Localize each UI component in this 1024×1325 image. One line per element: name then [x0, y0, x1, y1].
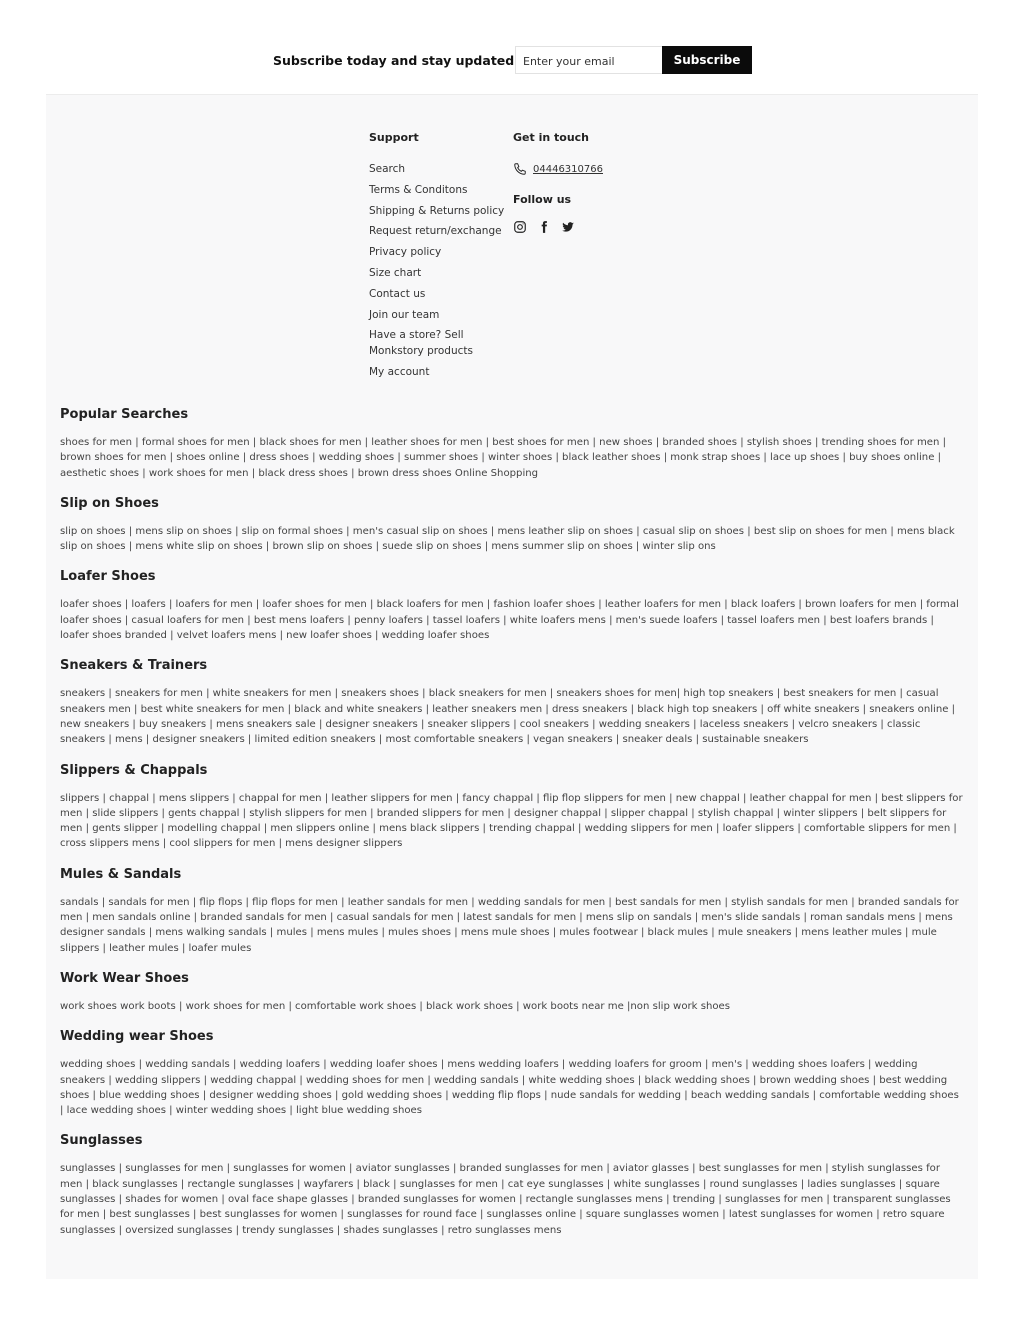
section-title: Slip on Shoes [60, 495, 159, 511]
section-title: Sunglasses [60, 1133, 143, 1149]
newsletter-bar [0, 46, 1024, 74]
facebook-icon[interactable] [537, 220, 551, 234]
support-title: Support [369, 131, 419, 144]
support-link-size-chart[interactable]: Size chart [369, 266, 422, 279]
section-links[interactable]: loafer shoes | loafers | loafers for men | loafer shoes for men | black loafers for men | fashion loafer shoes | leather loafers for men | black loafers | brown loafers for men | formal loafer shoes | casual loafers for men | best mens loafers | penny loafers | tassel loafers | white loafers mens | men's suede loafers | tassel loafers men | best loafers brands | loafer shoes branded | velvet loafers mens | new loafer shoes | wedding loafer shoes [60, 599, 959, 642]
phone-row [513, 162, 673, 176]
section-title: Loafer Shoes [60, 569, 156, 585]
contact-title: Get in touch [513, 131, 590, 144]
section-links[interactable]: slip on shoes | mens slip on shoes | slip on formal shoes | men's casual slip on shoes | mens leather slip on shoes | casual slip on shoes | best slip on shoes for men | mens black slip on shoes | mens white slip on shoes | brown slip on shoes | suede slip on shoes | mens summer slip on shoes | winter slip ons [60, 525, 955, 553]
social-links [513, 220, 673, 234]
support-link-privacy[interactable]: Privacy policy [369, 246, 442, 259]
support-link-search[interactable]: Search [369, 163, 406, 175]
section-title: Popular Searches [60, 407, 189, 422]
section-title: Mules & Sandals [60, 866, 182, 882]
support-link-contact[interactable]: Contact us [369, 287, 426, 300]
support-link-return[interactable]: Request return/exchange [369, 225, 502, 238]
popular-searches [60, 407, 965, 1253]
section-wedding-wear [60, 1029, 965, 1118]
support-column [369, 131, 509, 385]
section-links[interactable]: work shoes work boots | work shoes for men | comfortable work shoes | black work shoes | work boots near me |non slip work shoes [60, 1000, 730, 1012]
section-links[interactable]: wedding shoes | wedding sandals | wedding loafers | wedding loafer shoes | mens wedding loafers | wedding loafers for groom | men's | wedding shoes loafers | wedding sneakers | wedding slippers | wedding chappal | wedding shoes for men | wedding sandals | white wedding shoes | black wedding shoes | brown wedding shoes | best wedding shoes | blue wedding shoes | designer wedding shoes | gold wedding shoes | wedding flip flops | nude sandals for wedding | beach wedding sandals | comfortable wedding shoes | lace wedding shoes | winter wedding shoes | light blue wedding shoes [60, 1059, 959, 1117]
support-link-shipping[interactable]: Shipping & Returns policy [369, 204, 505, 217]
section-title: Sneakers & Trainers [60, 658, 208, 674]
section-title: Wedding wear Shoes [60, 1029, 214, 1045]
section-links[interactable]: sandals | sandals for men | flip flops | flip flops for men | leather sandals for men | wedding sandals for men | best sandals for men | stylish sandals for men | branded sandals for men | men sandals online | branded sandals for men | casual sandals for men | latest sandals for men | mens slip on sandals | men's slide sandals | roman sandals mens | mens designer sandals | mens walking sandals | mules | mens mules | mules shoes | mens mule shoes | mules footwear | black mules | mule sneakers | mens leather mules | mule slippers | leather mules | loafer mules [60, 896, 959, 954]
twitter-icon[interactable] [561, 220, 575, 234]
support-link-account[interactable]: My account [369, 365, 430, 378]
section-links[interactable]: shoes for men | formal shoes for men | black shoes for men | leather shoes for men | best shoes for men | new shoes | branded shoes | stylish shoes | trending shoes for men | brown shoes for men | shoes online | dress shoes | wedding shoes | summer shoes | winter shoes | black leather shoes | monk strap shoes | lace up shoes | buy shoes online | aesthetic shoes | work shoes for men | black dress shoes | brown dress shoes Online Shopping [60, 437, 946, 479]
support-link-join[interactable]: Join our team [369, 308, 440, 321]
section-work-wear [60, 971, 965, 1014]
support-links [369, 162, 509, 380]
section-loafer-shoes [60, 569, 965, 643]
footer [46, 94, 978, 1279]
section-title: Slippers & Chappals [60, 762, 208, 778]
support-link-terms[interactable]: Terms & Conditons [369, 183, 468, 196]
subscribe-label: Subscribe today and stay updated [273, 53, 515, 68]
section-slippers [60, 763, 965, 852]
follow-title: Follow us [513, 193, 572, 206]
contact-column [513, 131, 673, 234]
section-links[interactable]: sneakers | sneakers for men | white sneakers for men | sneakers shoes | black sneakers for men | sneakers shoes for men| high top sneakers | best sneakers for men | casual sneakers men | best white sneakers for men | black and white sneakers | leather sneakers men | dress sneakers | black high top sneakers | off white sneakers | sneakers online | new sneakers | buy sneakers | mens sneakers sale | designer sneakers | sneaker slippers | cool sneakers | wedding sneakers | laceless sneakers | velcro sneakers | classic sneakers | mens | designer sneakers | limited edition sneakers | most comfortable sneakers | vegan sneakers | sneaker deals | sustainable sneakers [60, 688, 956, 746]
phone-link[interactable]: 04446310766 [533, 163, 603, 175]
section-sneakers [60, 658, 965, 747]
subscribe-button[interactable]: Subscribe [662, 46, 752, 74]
section-title: Work Wear Shoes [60, 970, 189, 986]
email-input[interactable] [515, 46, 662, 74]
phone-icon [513, 162, 527, 176]
section-links[interactable]: slippers | chappal | mens slippers | chappal for men | leather slippers for men | fancy chappal | flip flop slippers for men | new chappal | leather chappal for men | best slippers for men | slide slippers | gents chappal | stylish slippers for men | branded slippers for men | designer chappal | slipper chappal | stylish chappal | winter slippers | belt slippers for men | gents slipper | modelling chappal | men slippers online | mens black slippers | trending chappal | wedding slippers for men | loafer slippers | comfortable slippers for men | cross slippers mens | cool slippers for men | mens designer slippers [60, 792, 963, 850]
section-sunglasses [60, 1133, 965, 1237]
section-popular-searches [60, 407, 965, 481]
support-link-sell[interactable]: Have a store? Sell Monkstory products [369, 329, 473, 357]
section-links[interactable]: sunglasses | sunglasses for men | sunglasses for women | aviator sunglasses | branded sunglasses for men | aviator glasses | best sunglasses for men | stylish sunglasses for men | black sunglasses | rectangle sunglasses | wayfarers | black | sunglasses for men | cat eye sunglasses | white sunglasses | round sunglasses | ladies sunglasses | square sunglasses | shades for women | oval face shape glasses | branded sunglasses for women | rectangle sunglasses mens | trending | sunglasses for men | transparent sunglasses for men | best sunglasses | best sunglasses for women | sunglasses for round face | sunglasses online | square sunglasses women | latest sunglasses for women | retro square sunglasses | oversized sunglasses | trendy sunglasses | shades sunglasses | retro sunglasses mens [60, 1163, 951, 1236]
section-mules-sandals [60, 867, 965, 956]
section-slip-on-shoes [60, 496, 965, 555]
instagram-icon[interactable] [513, 220, 527, 234]
